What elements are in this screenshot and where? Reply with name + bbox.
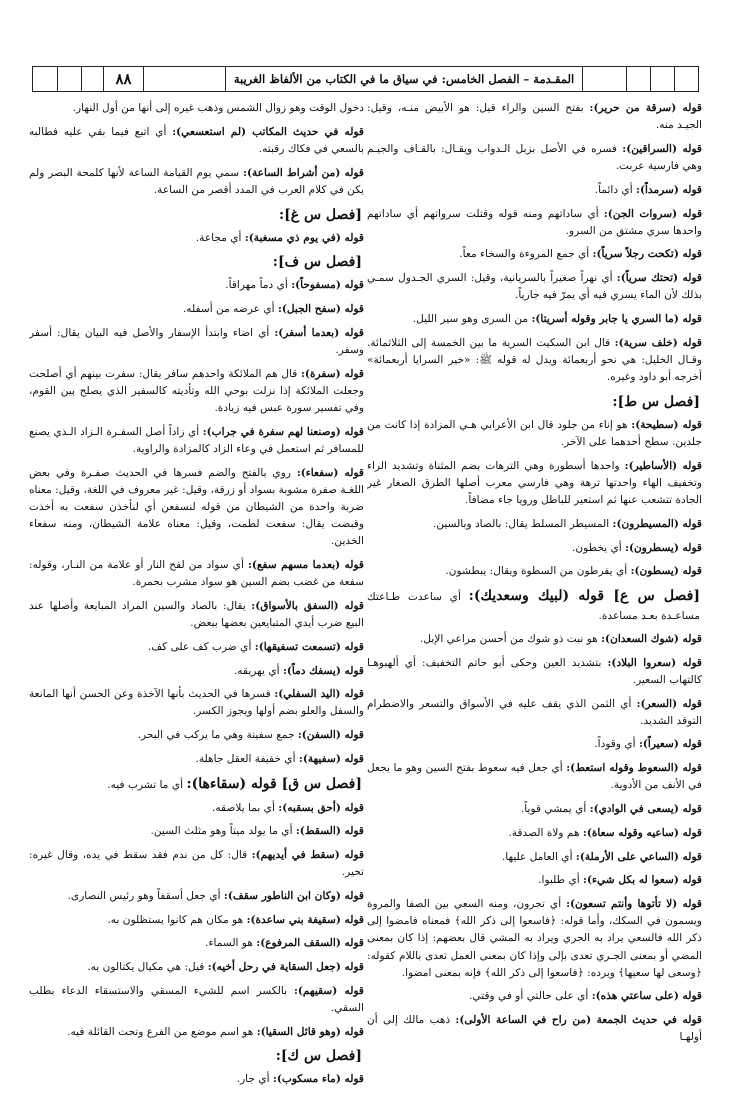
glossary-entry (29, 912, 364, 929)
entry-definition: أي دائماً. (594, 183, 637, 196)
entry-definition: أي على حالتي أو في وقتي. (469, 990, 592, 1003)
glossary-entry (367, 988, 702, 1005)
entry-definition: سمي يوم القيامة الساعة لأنها كلمحة البصر ولم يكن في كلام العرب في المدد أقصر من الساعة. (29, 166, 364, 196)
entry-headword: قوله (يسفك دماً): (282, 664, 364, 677)
entry-headword: قوله (يسطون): (630, 565, 702, 578)
entry-definition: روي بالفتح والضم فسرها في الحديث صفـرة وفي بعض اللغـة صفرة مشوبة بسواد أو زرقة، وقيل: غير معروف في اللغة، وقيل: معناه ضربة واحدة من الشيطان من قوله لنسفعن أي لنأخذن سفعت به أخذت وقبضت يقال: سفعت لطمت، وقيل: معناه علامة الشيطان، ومنه سفعاء الخدين. (29, 466, 364, 548)
entry-definition: بالكسر اسم للشيء المسقي والاستسقاء الدعاء بطلب السقي. (29, 984, 364, 1014)
entry-headword: قوله (سفعاء): (296, 466, 364, 479)
header-empty-cell (626, 67, 650, 91)
section-heading (29, 206, 364, 224)
entry-headword: قوله (السقط): (295, 825, 364, 838)
section-label: [فصل س ط]: (612, 393, 700, 410)
header-empty-cell (81, 67, 103, 91)
entry-definition: أي اتبع فيما بقي عليه فطالبه بالسعي في فكاك رقبته. (29, 125, 364, 155)
entry-headword: قوله (السعر): (636, 697, 702, 710)
entry-headword: قوله (من أشراط الساعة): (243, 166, 364, 179)
entry-headword: قوله (بعدما أسفر): (274, 326, 364, 339)
entry-definition: فسرها في الحديث بأنها الآخذة وعن الحسن أنها المانعة والسفل والعلو بضم أولها ويجوز الكسر. (29, 688, 364, 718)
entry-definition: أي ساداتهم ومنه قوله وقتلت سرواتهم أي ساداتهم واحدها سري مشتق من السرو. (367, 207, 702, 237)
entry-headword: قوله في حديث الجمعة (من راح في الساعة الأولى): (455, 1014, 702, 1027)
entry-headword: قوله في حديث المكاتب (لم استعسعي): (172, 125, 364, 138)
entry-definition: أي اضاء وابتدأ الإسفار والأصل فيه البيان يقال: أسفر وسفر. (29, 326, 364, 356)
entry-headword: قوله (سفح الجبل): (277, 302, 364, 315)
entry-headword: قوله (سعروا البلاد): (607, 656, 702, 669)
entry-headword: قوله (السفق بالأسواق): (251, 599, 364, 612)
glossary-entry (29, 465, 364, 551)
glossary-entry (367, 516, 702, 533)
entry-definition: أي يهريقه. (233, 664, 283, 677)
glossary-entry (29, 366, 364, 418)
entry-definition: هو نبت ذو شوك من أحسن مراعي الإبل. (419, 632, 602, 645)
section-tail-text: أي ساعدت طـاعتك مساعـدة بعـد مساعدة. (367, 590, 700, 622)
right-column (367, 100, 702, 1105)
entry-headword: قوله (يسطرون): (625, 541, 702, 554)
glossary-entry (367, 246, 702, 263)
glossary-entry (29, 751, 364, 768)
glossary-entry (367, 849, 702, 866)
entry-definition: أي يخطون. (572, 541, 626, 554)
glossary-entry (29, 557, 364, 591)
entry-headword: قوله (سرقة من حرير): (589, 102, 702, 114)
glossary-entry (367, 270, 702, 304)
entry-definition: أي وقوداً. (594, 738, 639, 751)
glossary-entry (29, 888, 364, 905)
glossary-entry (367, 100, 702, 134)
glossary-entry (367, 311, 702, 328)
entry-definition: هو اسم موضع من الفرع وتحت القائلة فيه. (67, 1025, 257, 1038)
glossary-entry (367, 872, 702, 889)
glossary-entry (29, 727, 364, 744)
header-empty-cell (33, 67, 57, 91)
section-heading (367, 587, 702, 625)
entry-definition: فسره في الأصل بزبل الـدواب ويقـال: بالقـاف والجيـم وهي فارسية عربت. (367, 142, 702, 173)
continuation-text: دخول الوقت وهو زوال الشمس وذهب غيره إلى أنها من أول النهار. (72, 102, 364, 114)
entry-headword: قوله (المسيطرون): (612, 517, 702, 530)
entry-headword: قوله (وصنعنا لهم سفرة في جراب): (202, 425, 364, 438)
entry-headword: قوله (وهو قائل السقيا): (256, 1025, 364, 1038)
entry-headword: قوله (لا تأتوها وأنتم تسعون): (566, 897, 702, 910)
entry-definition: هم ولاة الصدقة. (508, 826, 583, 839)
glossary-entry (29, 424, 364, 458)
entry-definition: أي جعل أسقفاً وهو رئيس النصارى. (67, 889, 224, 902)
entry-definition: ذهب مالك إلى أن أولهـا (367, 1014, 702, 1044)
glossary-entry (367, 696, 702, 730)
entry-headword: قوله (سعوا له بكل شيء): (583, 874, 702, 887)
glossary-entry (29, 301, 364, 318)
entry-headword: قوله (تحتك سرياً): (616, 272, 702, 285)
entry-definition: يقال: بالصاد والسين المراد المبايعة وأصلها عند البيع ضرب أيدي المتبايعين بعضها ببعض. (29, 599, 364, 630)
entry-definition: أي الثمن الذي يقف عليه في الأسواق والتسعر والاضطرام التوقد الشديد. (367, 697, 702, 727)
header-empty-cell (582, 67, 626, 91)
entry-headword: قوله (السعوط وقوله استعط): (566, 762, 702, 775)
entry-definition: أي عرضه من أسفله. (182, 302, 278, 315)
glossary-entry (367, 760, 702, 794)
entry-definition: قال هم الملائكة واحدهم سافر يقال: سفرت بينهم أي أصلحت وجعلت الملائكة إذا نزلت بوحي الله وتأديته كالسفير الذي يصلح بين القوم، وفي تفسير سورة عبس فيه زيادة. (29, 367, 364, 414)
entry-definition: بتشديد العين وحكى أبو حاتم التخفيف: أي ألهبوهـا كالتهاب السعير. (367, 656, 702, 686)
entry-definition: أي تجرون، ومنه السعي بين الصفا والمروة ويسمون في السكك، وأما قوله: ﴿فاسعوا إلى ذكر الله﴾ فمعناه فامضوا إلى ذكر الله فالسعي يراد به الجري ويراد به المشي قال بعضهم: إذا كان بمعنى المضي أو بمعنى الجـري تعدى بإلى وإذا كان بمعنى العمل تعدى باللام كقوله: ﴿وسعى لها سعيها﴾ وبرده: ﴿فاسعوا إلى ذكر الله﴾ فإنه بمعنى امضوا. (367, 897, 702, 979)
entry-headword: قوله (تكحت رجلاً سرياً): (592, 248, 702, 261)
glossary-entry (29, 277, 364, 294)
glossary-entry (367, 417, 702, 451)
entry-definition: أي جمع المروءة والسخاء معاً. (459, 248, 593, 261)
entry-definition: أي يمشي قوياً. (520, 803, 590, 816)
entry-headword: قوله (مسفوحاً): (291, 279, 364, 292)
entry-headword: قوله (خلف سرية): (614, 336, 702, 349)
section-label: [فصل س غ]: (278, 206, 362, 223)
glossary-entry (29, 124, 364, 158)
entry-definition: قال ابن السكيت السرية ما بين الخمسة إلى الثلاثمائة. وقـال الخليل: هي نحو أربعمائة ويدل له قوله ﷺ: «خير السرايا أربعمائة» أخرجه أبو داود وغيره. (367, 336, 702, 384)
entry-definition: أي يفرطون من السطوة ويقال: يبطشون. (445, 565, 631, 578)
entry-headword: قوله (السفن): (297, 729, 364, 742)
entry-headword: قوله (سقيفة بني ساعدة): (246, 913, 364, 926)
entry-headword: قوله (السراقين): (622, 142, 702, 155)
section-heading (29, 1047, 364, 1065)
section-label: [فصل س ك]: (275, 1048, 362, 1065)
entry-definition: أي نهراً صغيراً بالسريانية، وقيل: السري الجـدول سمـي بذلك لأن الماء يسري فيه أي يمرّ فيه جارياً. (367, 272, 702, 302)
glossary-entry (29, 823, 364, 840)
glossary-entry (367, 801, 702, 818)
entry-definition: قيل: هي مكيال يكتالون به. (87, 961, 208, 974)
entry-headword: قوله (سقيهم): (293, 984, 364, 997)
entry-headword: قوله (جعل السقاية في رحل أخيه): (207, 961, 364, 974)
header-empty-cell (57, 67, 81, 91)
glossary-entry (367, 458, 702, 510)
entry-definition: جمع سفينة وهي ما يركب في البحر. (137, 729, 298, 742)
glossary-entry (29, 325, 364, 359)
glossary-entry (367, 141, 702, 175)
header-empty-cell (143, 67, 225, 91)
entry-definition: بفتح السين والراء قيل: هو الأبيض منـه، وقيل: الجيـد منه. (367, 102, 702, 132)
entry-headword: قوله (ما السري يا جابر وقوله أسريتا): (531, 313, 702, 326)
entry-headword: قوله (الساعي على الأرملة): (575, 850, 702, 863)
entry-headword: قوله (ماء مسكوب): (272, 1073, 364, 1086)
entry-headword: قوله (اليد السفلي): (274, 688, 364, 701)
glossary-entry (367, 631, 702, 648)
section-label: [فصل س ع] قوله (لبيك وسعديك): (468, 587, 700, 604)
entry-headword: قوله (ساعيه وقوله سعاة): (582, 826, 702, 839)
entry-headword: قوله (سفيهة): (298, 752, 364, 765)
section-tail-text: أي ما تشرب فيه. (107, 778, 187, 791)
entry-definition: هو السماء. (205, 937, 257, 950)
section-heading (29, 775, 364, 794)
glossary-entry (367, 825, 702, 842)
glossary-entry (367, 896, 702, 982)
glossary-entry (29, 1071, 364, 1088)
entry-headword: قوله (سعيراً): (638, 738, 702, 751)
section-heading (367, 393, 702, 411)
glossary-entry (367, 563, 702, 580)
entry-headword: قوله (سطيحة): (631, 418, 702, 431)
entry-headword: قوله (سرمداً): (636, 183, 702, 196)
section-label: [فصل س ق] قوله (سقاءها): (186, 775, 362, 792)
entry-headword: قوله (سفرة): (301, 367, 364, 380)
entry-definition: أي خفيفة العقل جاهلة. (195, 752, 299, 765)
page-number: ٨٨ (103, 67, 143, 91)
glossary-entry (29, 598, 364, 632)
glossary-entry (29, 663, 364, 680)
entry-definition: أي طلبوا. (538, 874, 584, 887)
entry-definition: أي دماً مهراقاً. (225, 279, 292, 292)
page-header (32, 66, 699, 92)
entry-definition: أي زاداً أصل السفـرة الـزاد الـذي يصنع للمسافر ثم استعمل في وعاء الزاد كالمزادة والراوية. (29, 425, 364, 455)
entry-definition: هو مكان هم كانوا يستظلون به. (107, 913, 247, 926)
entry-definition: أي جعل فيه سعوط بفتح السين وهو ما يجعل في الأنف من الأدوية. (367, 762, 702, 792)
glossary-entry (29, 230, 364, 247)
entry-headword: قوله (يسعى في الوادي): (589, 803, 702, 816)
entry-headword: قوله (الأساطير): (624, 459, 702, 472)
entry-headword: قوله (السقف المرفوع): (256, 937, 364, 950)
entry-definition: أي ما يولد ميتاً وهو مثلث السين. (150, 825, 296, 838)
entry-headword: قوله (أحق بسقبه): (278, 801, 364, 814)
glossary-entry (29, 959, 364, 976)
entry-definition: أي ضرب كف على كف. (147, 640, 255, 653)
entry-definition: المسيطر المسلط يقال: بالصاد وبالسين. (432, 517, 613, 530)
glossary-entry (367, 736, 702, 753)
glossary-entry (29, 686, 364, 720)
section-label: [فصل س ف]: (272, 254, 362, 271)
glossary-entry (29, 847, 364, 881)
glossary-entry (29, 800, 364, 817)
glossary-entry (367, 335, 702, 387)
running-title: المقـدمة – الفصل الخامس: في سياق ما في الكتاب من الألفاظ الغريبة (225, 67, 582, 91)
glossary-entry (367, 1012, 702, 1046)
header-empty-cell (674, 67, 698, 91)
glossary-entry (29, 935, 364, 952)
left-column (29, 100, 364, 1105)
entry-headword: قوله (تسمعت تسفيقها): (254, 640, 364, 653)
glossary-entry (367, 182, 702, 199)
entry-definition: أي بما يلاصقه. (211, 801, 279, 814)
entry-definition: أي جار. (236, 1073, 273, 1086)
entry-headword: قوله (بعدما مسهم سفع): (247, 559, 364, 572)
header-empty-cell (650, 67, 674, 91)
entry-definition: هو إناء من جلود قال ابن الأعرابي هـي المزادة إذا كانت من جلدين. سطح أحدهما على الآخر. (367, 418, 702, 449)
entry-definition: قال: كل من ندم فقد سقط في يده، وقال غيره: تحير. (29, 849, 364, 879)
entry-headword: قوله (شوك السعدان): (601, 632, 702, 645)
glossary-entry (367, 540, 702, 557)
entry-definition: من السرى وهو سير الليل. (412, 313, 532, 326)
entry-headword: قوله (على ساعتي هذه): (591, 990, 702, 1003)
entry-definition: أي سواد من لفح النار أو علامة من النـار، وقوله: سفعة من غضب بضم السين هو سواد مشرب بحمرة. (29, 559, 364, 589)
glossary-entry (29, 639, 364, 656)
glossary-entry (29, 983, 364, 1017)
entry-headword: قوله (في يوم ذي مسغبة): (244, 231, 364, 244)
glossary-entry (29, 165, 364, 199)
entry-definition: أي العامل عليها. (501, 850, 576, 863)
entry-definition: أي مجاعة. (195, 231, 245, 244)
glossary-entry (29, 1024, 364, 1041)
entry-definition: واحدها أسطورة وهي الترهات بضم المثناة وتشديد الراء وتخفيف الهاء واحدتها ترهة وهي فارسي معرب أصلها الطرق الصغار غير الجادة تتشعب عنها ثم استعير للباطل ورويا جاء مضافاً. (367, 459, 702, 507)
glossary-entry (367, 206, 702, 240)
entry-headword: قوله (سقط في أيديهم): (251, 849, 364, 861)
glossary-entry (367, 655, 702, 689)
section-heading (29, 253, 364, 271)
entry-headword: قوله (وكان ابن الناطور سقف): (223, 889, 364, 902)
entry-headword: قوله (سروات الجن): (603, 207, 702, 220)
